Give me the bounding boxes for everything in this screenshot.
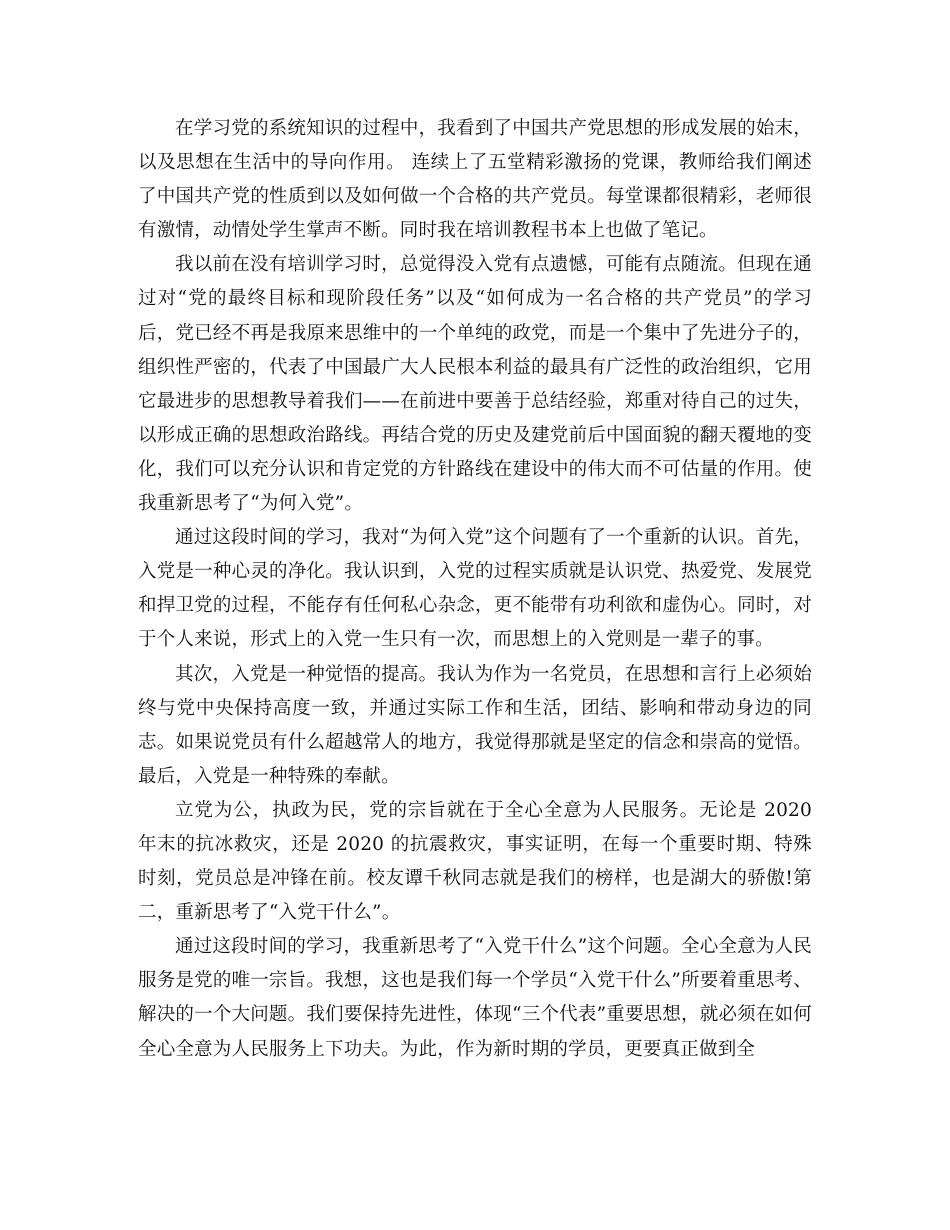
paragraph-4: 其次，入党是一种觉悟的提高。我认为作为一名党员，在思想和言行上必须始终与党中央保持高度一致，并通过实际工作和生活，团结、影响和带动身边的同志。如果说党员有什么超越常人的地方，我觉得那就是坚定的信念和崇高的觉悟。最后，入党是一种特殊的奉献。 <box>138 663 812 787</box>
paragraph-2: 我以前在没有培训学习时，总觉得没入党有点遗憾，可能有点随流。但现在通过对“党的最终目标和现阶段任务”以及“如何成为一名合格的共产党员”的学习后，党已经不再是我原来思维中的一个单纯的政党，而是一个集中了先进分子的，组织性严密的，代表了中国最广大人民根本利益的最具有广泛性的政治组织，它用它最进步的思想教导着我们——在前进中要善于总结经验，郑重对待自己的过失，以形成正确的思想政治路线。再结合党的历史及建党前后中国面貌的翻天覆地的变化，我们可以充分认识和肯定党的方针路线在建设中的伟大而不可估量的作用。使我重新思考了“为何入党”。 <box>138 254 812 515</box>
paragraph-3: 通过这段时间的学习，我对“为何入党”这个问题有了一个重新的认识。首先，入党是一种心灵的净化。我认识到，入党的过程实质就是认识党、热爱党、发展党和捍卫党的过程，不能存有任何私心杂念，更不能带有功利欲和虚伪心。同时，对于个人来说，形式上的入党一生只有一次，而思想上的入党则是一辈子的事。 <box>138 527 812 651</box>
document-body <box>138 112 812 1067</box>
paragraph-6: 通过这段时间的学习，我重新思考了“入党干什么”这个问题。全心全意为人民服务是党的唯一宗旨。我想，这也是我们每一个学员“入党干什么”所要着重思考、解决的一个大问题。我们要保持先进性，体现“三个代表”重要思想，就必须在如何全心全意为人民服务上下功夫。为此，作为新时期的学员，更要真正做到全 <box>138 936 812 1060</box>
paragraph-5: 立党为公，执政为民，党的宗旨就在于全心全意为人民服务。无论是 2020 年末的抗冰救灾，还是 2020 的抗震救灾，事实证明，在每一个重要时期、特殊时刻，党员总是冲锋在前。校友谭千秋同志就是我们的榜样，也是湖大的骄傲!第二，重新思考了“入党干什么”。 <box>138 799 812 924</box>
paragraph-1: 在学习党的系统知识的过程中，我看到了中国共产党思想的形成发展的始末，以及思想在生活中的导向作用。 连续上了五堂精彩激扬的党课，教师给我们阐述了中国共产党的性质到以及如何做一个合格的共产党员。每堂课都很精彩，老师很有激情，动情处学生掌声不断。同时我在培训教程书本上也做了笔记。 <box>138 118 812 242</box>
